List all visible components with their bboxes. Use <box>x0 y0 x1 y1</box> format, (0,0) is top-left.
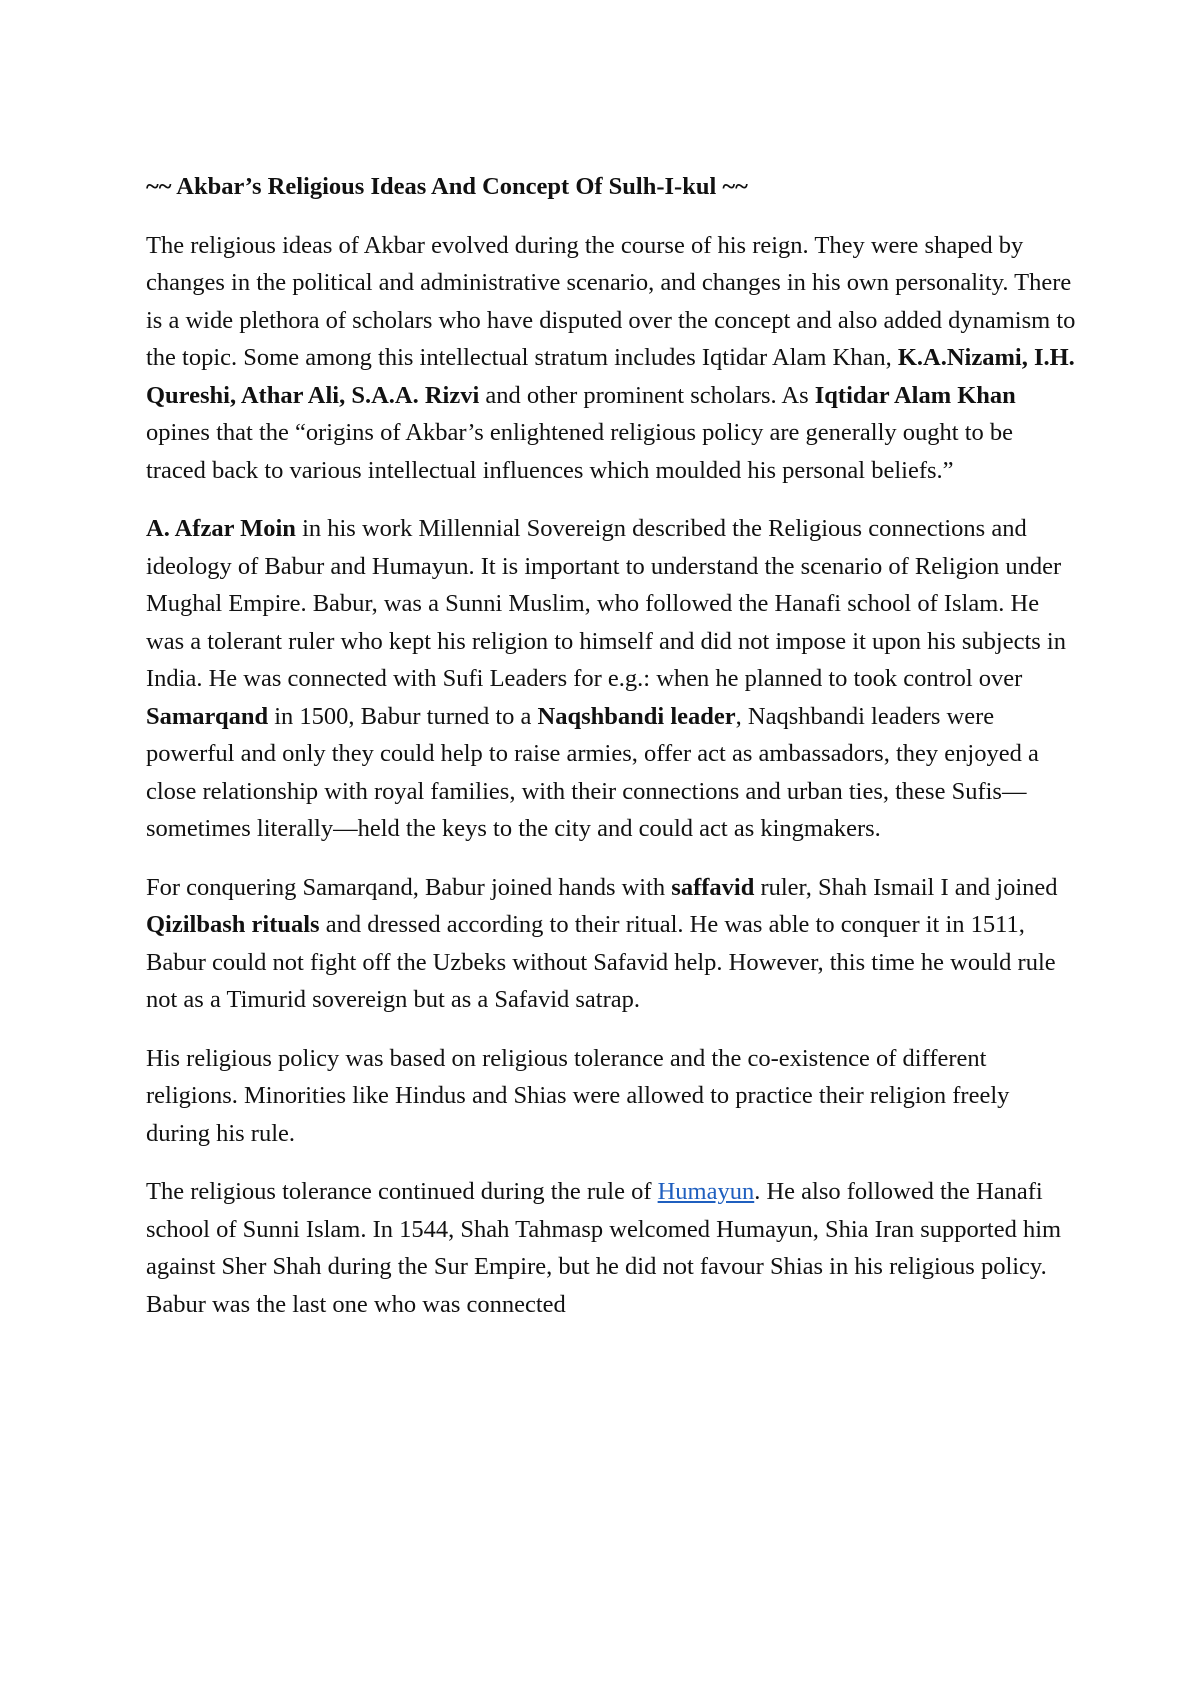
text-run: , Naqshbandi leaders were powerful and only they could help to raise armies, offer act as ambassadors, they enjoyed a close relationship with royal families, with their connections and urban ties, these Sufis—sometimes literally—held the keys to the city and could act as kingmakers. <box>146 702 1039 842</box>
bold-scholars: K.A.Nizami, I.H. Qureshi, Athar Ali, S.A.A. Rizvi <box>146 344 1075 409</box>
bold-iqtidar-alam-khan: Iqtidar Alam Khan <box>814 381 1016 409</box>
document-page <box>146 168 1076 1344</box>
bold-qizilbash-rituals: Qizilbash rituals <box>146 911 320 938</box>
paragraph-religious-policy <box>146 1040 1076 1153</box>
bold-samarqand: Samarqand <box>146 702 269 730</box>
text-run: in his work Millennial Sovereign described the Religious connections and ideology of Babur and Humayun. It is important to understand the scenario of Religion under Mughal Empire. Babur, was a Sunni Muslim, who followed the Hanafi school of Islam. He was a tolerant ruler who kept his religion to himself and did not impose it upon his subjects in India. He was connected with Sufi Leaders for e.g.: when he planned to took control over <box>146 515 1066 692</box>
text-run: in 1500, Babur turned to a <box>268 702 538 730</box>
paragraph-afzar-moin <box>146 510 1076 848</box>
text-run: The religious tolerance continued during the rule of <box>146 1178 658 1205</box>
bold-saffavid: saffavid <box>671 873 755 901</box>
text-run: For conquering Samarqand, Babur joined hands with <box>146 873 672 901</box>
document-title: ~~ Akbar’s Religious Ideas And Concept Of Sulh-I-kul ~~ <box>146 173 748 200</box>
bold-naqshbandi-leader: Naqshbandi leader <box>537 702 736 730</box>
text-run: The religious ideas of Akbar evolved during the course of his reign. They were shaped by changes in the political and administrative scenario, and changes in his own personality. There is a wide plethora of scholars who have disputed over the concept and also added dynamism to the topic. Some among this intellectual stratum includes Iqtidar Alam Khan, <box>146 231 1076 371</box>
text-run: and other prominent scholars. As <box>479 381 815 409</box>
paragraph-samarqand <box>146 869 1076 1019</box>
humayun-link[interactable]: Humayun <box>657 1178 755 1205</box>
text-run: . He also followed the Hanafi school of Sunni Islam. In 1544, Shah Tahmasp welcomed Humayun, Shia Iran supported him against Sher Shah during the Sur Empire, but he did not favour Shias in his religious policy. Babur was the last one who was connected <box>146 1178 1062 1318</box>
paragraph-humayun <box>146 1173 1076 1323</box>
text-run: ruler, Shah Ismail I and joined <box>754 873 1058 901</box>
paragraph-intro <box>146 227 1076 490</box>
text-run: and dressed according to their ritual. He was able to conquer it in 1511, Babur could not fight off the Uzbeks without Safavid help. However, this time he would rule not as a Timurid sovereign but as a Safavid satrap. <box>146 911 1056 1013</box>
text-run: His religious policy was based on religious tolerance and the co-existence of different religions. Minorities like Hindus and Shias were allowed to practice their religion freely during his rule. <box>146 1044 1010 1147</box>
bold-afzar-moin: A. Afzar Moin <box>146 515 296 542</box>
text-run: opines that the “origins of Akbar’s enlightened religious policy are generally ought to be traced back to various intellectual influences which moulded his personal beliefs.” <box>146 419 1014 484</box>
